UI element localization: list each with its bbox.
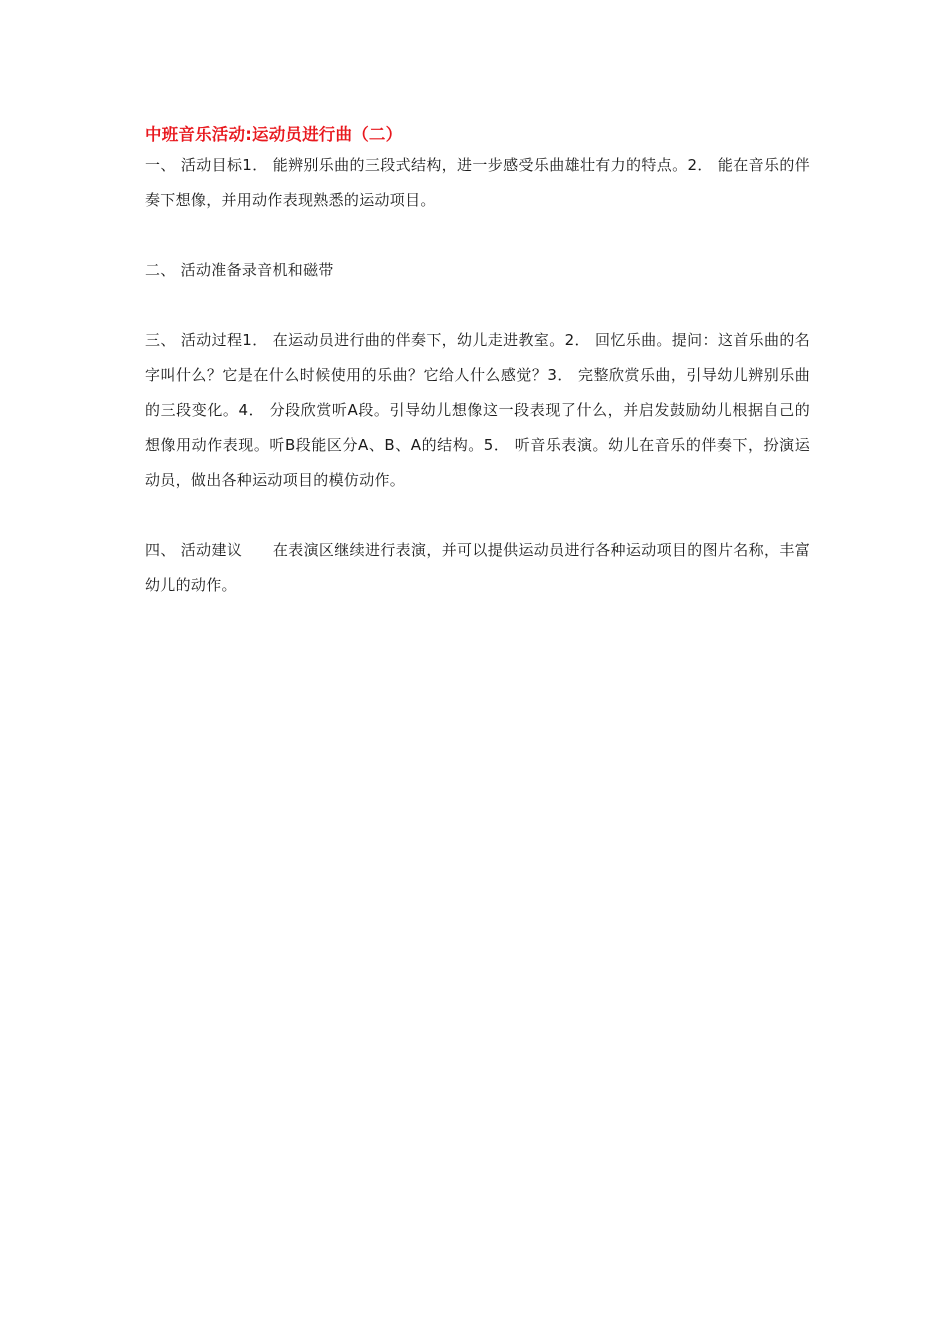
document-content [145,124,810,603]
section-suggestions: 四、 活动建议 在表演区继续进行表演，并可以提供运动员进行各种运动项目的图片名称，丰富幼儿的动作。 [145,541,810,594]
section-objectives: 一、 活动目标1． 能辨别乐曲的三段式结构，进一步感受乐曲雄壮有力的特点。2． 能在音乐的伴奏下想像，并用动作表现熟悉的运动项目。 [145,156,810,209]
section-process: 三、 活动过程1． 在运动员进行曲的伴奏下，幼儿走进教室。2． 回忆乐曲。提问：这首乐曲的名字叫什么？它是在什么时候使用的乐曲？它给人什么感觉？3． 完整欣赏乐曲，引导幼儿辨别乐曲的三段变化。4． 分段欣赏听A段。引导幼儿想像这一段表现了什么，并启发鼓励幼儿根据自己的想像用动作表现。听B段能区分A、B、A的结构。5． 听音乐表演。幼儿在音乐的伴奏下，扮演运动员，做出各种运动项目的模仿动作。 [145,331,810,489]
paragraph-spacer [145,218,810,253]
paragraph-spacer [145,498,810,533]
paragraph-spacer [145,288,810,323]
section-preparation: 二、 活动准备录音机和磁带 [145,261,334,279]
document-title: 中班音乐活动:运动员进行曲（二） [145,125,403,144]
